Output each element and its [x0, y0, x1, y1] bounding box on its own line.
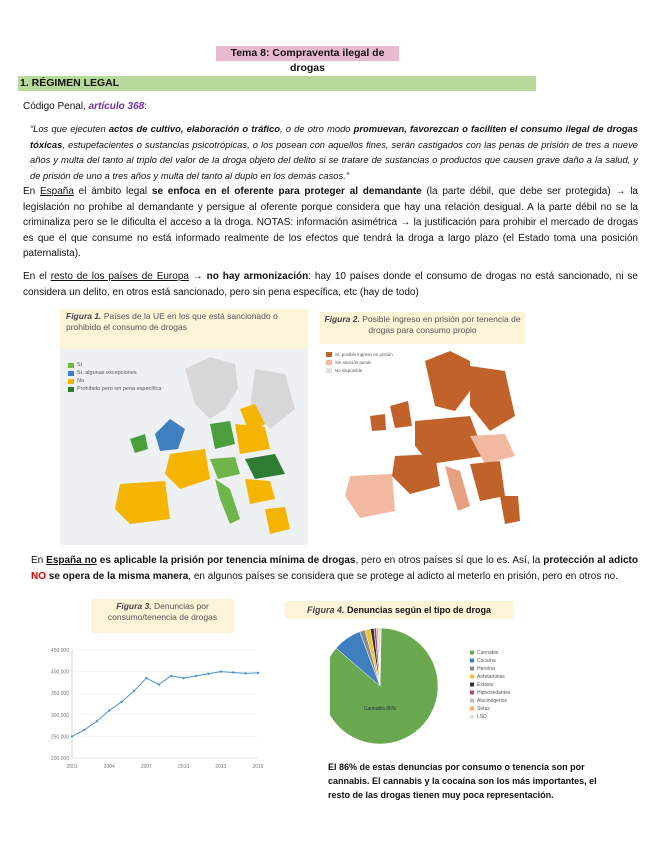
legend-item: Sin sanción penal: [326, 358, 393, 366]
legend-item: Sí: [68, 361, 161, 369]
y-tick-label: 300.000: [50, 712, 69, 719]
p3-bold: se opera de la misma manera: [46, 570, 189, 582]
p2-bold: → no hay armonización: [188, 271, 309, 282]
figure-3-line-chart: [40, 640, 265, 775]
poland-shape: [235, 424, 270, 454]
figure-2-map: [320, 312, 525, 538]
p3-red: NO: [31, 570, 46, 582]
document-title: Tema 8: Compraventa ilegal de drogas: [216, 46, 399, 61]
figure-3-caption-text: Denuncias por consumo/tenencia de drogas: [107, 601, 218, 622]
figure-1-map: [60, 309, 308, 545]
legend-label: Éxtasis: [477, 682, 494, 688]
legend-swatch: [470, 699, 474, 703]
data-point: [133, 690, 135, 692]
prison-map-svg: [320, 346, 525, 538]
articulo-link[interactable]: artículo 368: [88, 101, 145, 112]
p1-underline: España: [40, 186, 74, 197]
figure-3-label: Figura 3.: [116, 601, 152, 611]
p3-text: , en algunos países se considera que se protege al adicto al meterlo en prisión, pero en otros no.: [188, 570, 619, 582]
figure-4-label: Figura 4.: [306, 605, 345, 615]
y-tick-label: 250.000: [50, 734, 69, 741]
quote-text: , o de otro modo: [279, 123, 354, 134]
x-tick-label: 2001: [66, 764, 78, 770]
legend-label: Hipnosedantes: [477, 690, 511, 696]
figure-2-label: Figura 2.: [324, 314, 360, 324]
p3-bold: protección al adicto: [543, 555, 638, 566]
figure-4-pie-chart: [330, 624, 530, 749]
legend-swatch: [470, 667, 474, 671]
y-tick-label: 450.000: [50, 648, 69, 654]
y-tick-label: 200.000: [50, 756, 69, 762]
codigo-suffix: :: [144, 101, 147, 112]
p2-underline: resto de los países de Europa: [50, 271, 189, 282]
legend-swatch: [470, 675, 474, 679]
data-point: [158, 683, 160, 685]
legend-label: Cocaína: [477, 658, 496, 664]
legend-item: Prohibido pero sin pena específica: [68, 385, 161, 393]
legend-swatch: [470, 715, 474, 719]
legend-item: No: [68, 377, 161, 385]
figure-1-legend: [68, 361, 161, 393]
y-tick-label: 400.000: [50, 669, 69, 676]
legend-swatch: [470, 651, 474, 655]
article-quote: [30, 121, 638, 183]
y-tick-label: 350.000: [50, 691, 69, 698]
legend-swatch: [470, 691, 474, 695]
legend-swatch: [470, 707, 474, 711]
codigo-penal-line: [23, 99, 423, 115]
p3-text: , pero en otros países sí que lo es. Así, la: [355, 555, 544, 566]
figure-3-caption: [91, 599, 234, 633]
legend-item: Sí, posible ingreso en prisión: [326, 350, 393, 358]
x-tick-label: 2016: [252, 764, 264, 770]
data-point: [71, 735, 73, 737]
x-tick-label: 2004: [103, 764, 115, 770]
data-point: [145, 677, 147, 679]
data-point: [195, 675, 197, 677]
data-point: [120, 701, 122, 703]
data-point: [170, 675, 172, 677]
p3-text: En: [31, 555, 47, 566]
x-tick-label: 2013: [215, 764, 227, 770]
section-heading: 1. RÉGIMEN LEGAL: [18, 76, 536, 91]
paragraph-spain: [23, 184, 638, 262]
quote-text: , estupefacientes o sustancias psicotrópicas, o los posean con aquellos fines, serán castigados con las penas de prisión de tres a nueve años y multa del tanto al triplo del valor de la droga objeto del delito si se tratare de sustancias o productos que causen grave daño a la salud, y de prisión de uno a tres años y multa del tanto al duplo en los demás casos.”: [30, 138, 638, 181]
data-point: [257, 672, 259, 674]
figure-2-caption: [320, 312, 525, 344]
p1-text: (la parte débil, que debe ser protegida) → la legislación no prohíbe al demandante y persigue al oferente porque considera que hay una relación desigual. A la parte débil no se la criminaliza pero se le dificulta el acceso a la droga. NOTAS: información asimétrica → la justificación para prohibir el mercado de drogas es que el que consume no está informado realmente de los efectos que tendrá la droga a largo plazo (el Estado toma una posición paternalista).: [23, 186, 638, 259]
p2-text: En el: [23, 271, 51, 282]
data-point: [244, 672, 246, 674]
slice-label: Cannabis 86%: [363, 706, 397, 712]
data-point: [96, 720, 98, 722]
p1-text: En: [23, 186, 40, 197]
legend-label: LSD: [477, 714, 487, 720]
quote-bold: promuevan, favorezcan o faciliten el consumo ilegal de drogas tóxicas: [30, 123, 638, 150]
data-point: [220, 670, 222, 672]
legend-item: No disponible: [326, 366, 393, 374]
figure-2-legend: [326, 350, 393, 374]
data-point: [83, 729, 85, 731]
legend-label: Anfetaminas: [477, 674, 505, 680]
legend-label: Setas: [477, 706, 490, 712]
paragraph-europe: [23, 269, 638, 300]
data-point: [108, 709, 110, 711]
legend-swatch: [470, 659, 474, 663]
figure-1-label: Figura 1.: [66, 311, 102, 321]
quote-bold: actos de cultivo, elaboración o tráfico: [108, 123, 280, 134]
p1-bold: se enfoca en el oferente para proteger al demandante: [151, 186, 422, 197]
p3-underline: España no: [46, 555, 97, 566]
data-point: [207, 673, 209, 675]
figure-2-caption-text: Posible ingreso en prisión por tenencia de drogas para consumo propio: [362, 314, 521, 335]
legend-label: Cannabis: [477, 650, 499, 656]
paragraph-prison: [31, 553, 638, 584]
figure-1-caption: [60, 309, 308, 349]
legend-label: Heroína: [477, 666, 495, 672]
codigo-prefix: Código Penal,: [23, 101, 89, 112]
x-tick-label: 2010: [178, 764, 190, 770]
p1-text: el ámbito legal: [73, 186, 152, 197]
legend-label: Alucinógenos: [477, 698, 508, 704]
legend-swatch: [470, 683, 474, 687]
data-point: [182, 677, 184, 679]
data-point: [232, 671, 234, 673]
figure-4-caption-text: Denuncias según el tipo de droga: [347, 605, 492, 615]
figure-4-caption: [285, 601, 513, 619]
series-line: [72, 672, 258, 737]
quote-text: “Los que ejecuten: [30, 123, 109, 134]
legend-item: Sí, algunas excepciones: [68, 369, 161, 377]
figure-1-caption-text: Países de la UE en los que está sancionado o prohibido el consumo de drogas: [66, 311, 278, 332]
figure-4-note: El 86% de estas denuncias por consumo o tenencia son por cannabis. El cannabis y la cocaína son los más importantes, el resto de las drogas tienen muy poca representación.: [328, 762, 597, 800]
p2-text: : hay 10 países donde el consumo de drogas no está sancionado, ni se considera un delito, en otros está sancionado, pero sin pena específica, etc (hay de todo): [23, 271, 638, 298]
x-tick-label: 2007: [140, 764, 152, 770]
p3-bold: es aplicable la prisión por tenencia mínima de drogas: [96, 555, 356, 566]
